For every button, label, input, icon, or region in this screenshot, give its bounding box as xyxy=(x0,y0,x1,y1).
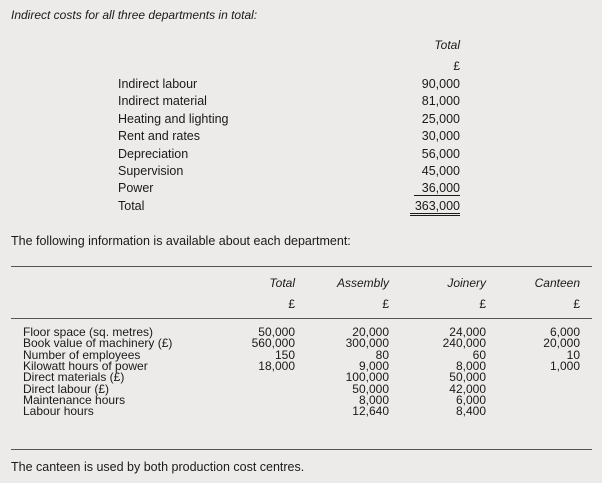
department-cell: 240,000 xyxy=(442,336,486,351)
department-row-label: Book value of machinery (£) xyxy=(23,336,173,351)
cost-label: Power xyxy=(118,181,154,196)
department-row-label: Floor space (sq. metres) xyxy=(23,325,154,339)
department-cell: 8,400 xyxy=(455,404,486,419)
department-row-label: Number of employees xyxy=(23,347,141,362)
cost-label: Rent and rates xyxy=(118,129,200,144)
column-unit: £ xyxy=(573,297,580,311)
department-cell: 9,000 xyxy=(358,358,389,373)
column-header: Canteen xyxy=(534,276,580,290)
department-cell: 42,000 xyxy=(449,381,486,396)
column-unit: £ xyxy=(288,297,295,311)
department-cell: 50,000 xyxy=(258,325,295,339)
table-top-rule xyxy=(11,266,592,267)
department-cell: 20,000 xyxy=(352,325,389,339)
table-header-rule xyxy=(11,318,592,319)
info-text: The following information is available about each department: xyxy=(11,234,351,248)
department-cell: 10 xyxy=(566,347,580,362)
department-cell: 560,000 xyxy=(251,336,295,351)
cost-value: 36,000 xyxy=(414,181,460,196)
footer-note: The canteen is used by both production cost centres. xyxy=(11,460,305,474)
total-column-header: Total xyxy=(434,38,460,52)
department-cell: 20,000 xyxy=(543,336,580,351)
cost-label: Heating and lighting xyxy=(118,111,229,126)
department-cell: 18,000 xyxy=(258,358,295,373)
column-unit: £ xyxy=(479,297,486,311)
department-cell: 300,000 xyxy=(345,336,389,351)
cost-value: 25,000 xyxy=(421,111,460,126)
department-row-label: Kilowatt hours of power xyxy=(23,358,148,373)
cost-value: 56,000 xyxy=(421,146,460,161)
column-header: Assembly xyxy=(336,276,389,290)
total-unit: £ xyxy=(453,59,460,73)
cost-label: Depreciation xyxy=(118,146,189,161)
department-row-label: Labour hours xyxy=(23,404,94,419)
cost-value: 81,000 xyxy=(421,94,460,109)
department-cell: 6,000 xyxy=(549,325,580,339)
cost-value: 45,000 xyxy=(421,164,460,178)
intro-heading: Indirect costs for all three departments in total: xyxy=(11,8,258,22)
cost-value: 363,000 xyxy=(410,199,460,216)
cost-value: 30,000 xyxy=(421,129,460,144)
department-cell: 50,000 xyxy=(352,381,389,396)
department-row-label: Maintenance hours xyxy=(23,392,126,407)
department-cell: 12,640 xyxy=(352,404,389,419)
cost-value: 90,000 xyxy=(421,77,460,91)
department-row-label: Direct labour (£) xyxy=(23,381,110,396)
department-cell: 100,000 xyxy=(345,370,389,385)
table-bottom-rule xyxy=(11,449,592,450)
department-cell: 6,000 xyxy=(455,392,486,407)
department-cell: 50,000 xyxy=(449,370,486,385)
column-unit: £ xyxy=(382,297,389,311)
department-cell: 8,000 xyxy=(358,392,389,407)
department-cell: 8,000 xyxy=(455,358,486,373)
department-cell: 1,000 xyxy=(549,358,580,373)
department-cell: 80 xyxy=(375,347,389,362)
column-header: Total xyxy=(269,276,295,290)
department-cell: 60 xyxy=(472,347,486,362)
department-cell: 150 xyxy=(274,347,295,362)
cost-label: Indirect labour xyxy=(118,77,198,91)
cost-label: Indirect material xyxy=(118,94,207,109)
department-cell: 24,000 xyxy=(449,325,486,339)
column-header: Joinery xyxy=(447,276,486,290)
cost-label: Supervision xyxy=(118,164,184,178)
department-row-label: Direct materials (£) xyxy=(23,370,125,385)
cost-label: Total xyxy=(118,198,145,213)
